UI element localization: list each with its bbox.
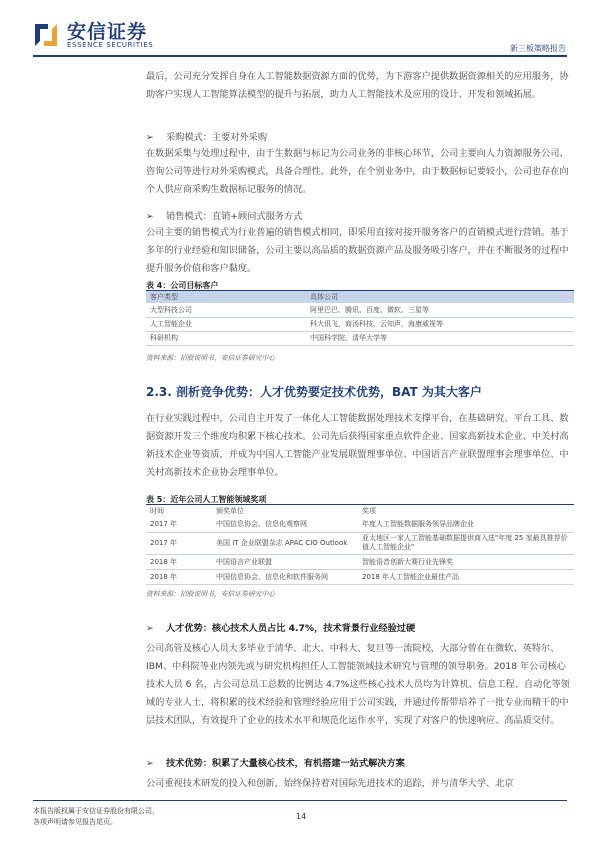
table-header-cell: 具体公司 xyxy=(310,293,338,301)
table-cell: 科大讯飞，商汤科技，云知声，海康威视等 xyxy=(306,317,574,331)
table-cell: 中国科学院、清华大学等 xyxy=(306,331,574,345)
table-row xyxy=(146,317,574,331)
page-number: 14 xyxy=(296,812,307,821)
table-row xyxy=(146,331,574,345)
bullet-talent xyxy=(146,620,415,634)
table-row xyxy=(146,554,574,569)
essence-logo-icon xyxy=(33,22,59,48)
table-header-cell: 颁奖单位 xyxy=(216,507,244,515)
table-cell: 2018 年人工智能企业最佳产品 xyxy=(358,569,574,584)
paragraph-rd: 公司重视技术研发的投入和创新，始终保持着对国际先进技术的追踪，并与清华大学、北京 xyxy=(146,778,514,789)
logo-english-name: ESSENCE SECURITIES xyxy=(67,41,154,49)
table-row xyxy=(146,517,574,532)
paragraph-tech-platform: 在行业实践过程中，公司自主开发了一体化人工智能数据处理技术支撑平台，在基础研究、平台工具、数据资源开发三个维度均积累下核心技术。公司先后获得国家重点软件企业、国家高新技术企业、中关村高新技术企业等资质，并成为中国人工智能产业发展联盟理事单位、中国语言产业联盟理事会理事单位、中关村高新技术企业协会理事单位。 xyxy=(146,413,569,478)
report-type-label: 新三板策略报告 xyxy=(510,44,566,53)
logo-chinese-name: 安信证券 xyxy=(67,21,148,43)
table-cell: 科研机构 xyxy=(146,331,306,345)
page-header xyxy=(0,0,600,56)
table-cell: 2018 年 xyxy=(146,569,212,584)
table-cell: 2017 年 xyxy=(146,517,212,532)
table-cell: 智能语音创新大赛行业先锋奖 xyxy=(358,554,574,569)
paragraph-sales: 公司主要的销售模式为行业普遍的销售模式相同，即采用直接对接开服务客户的直销模式进行营销。基于多年的行业经验和知识储备，公司主要以高品质的数据资源产品及服务吸引客户，并在不断服务的过程中提升服务价值和客户黏度。 xyxy=(146,227,569,274)
table-cell: 2018 年 xyxy=(146,554,212,569)
bullet-sales xyxy=(146,208,302,222)
paragraph-data-services: 最后，公司充分发挥自身在人工智能数据资源方面的优势，为下游客户提供数据资源相关的应用服务，协助客户实现人工智能算法模型的提升与拓展，助力人工智能技术及应用的设计、开发和领域拓展。 xyxy=(146,71,569,100)
table-cell: 中国信息协会、信息化观察网 xyxy=(212,517,358,532)
arrow-bullet-icon: ➢ xyxy=(146,132,154,143)
bullet-technology-text: 技术优势：积累了大量核心技术，有机搭建一站式解决方案 xyxy=(166,758,405,769)
bullet-sales-text: 销售模式：直销+顾问式服务方式 xyxy=(166,211,303,222)
bullet-talent-text: 人才优势：核心技术人员占比 4.7%，技术背景行业经验过硬 xyxy=(166,623,416,634)
paragraph-talent: 公司高管及核心人员大多毕业于清华、北大、中科大、复旦等一流院校，大部分曾在在微软、英特尔、IBM、中科院等业内领先或与研究机构担任人工智能领域技术研究与管理的领导职务。2018 年公司核心技术人员 6 名，占公司总员工总数的比例达 4.7%这些核心技术人员均为计算机、信息工程、自动化等领域的专业人士，将积累的技术经验和管理经验应用于公司实践，并通过传帮带培养了一批专业而精干的中层技术团队，有效提升了企业的技术水平和规范化运作水平，实现了对客户的快速响应、高品质交付。 xyxy=(146,643,570,726)
footer-divider xyxy=(33,800,567,801)
table-cell: 亚太地区一家人工智能基础数据提供商入选"年度 25 家最具推荐价值人工智能企业" xyxy=(358,532,574,554)
table-cell: 美国 IT 企业联盟杂志 APAC CIO Outlook xyxy=(212,532,358,554)
table-cell: 2017 年 xyxy=(146,532,212,554)
table-row xyxy=(146,569,574,584)
footer-disclaimer: 各项声明请参见报告尾页。 xyxy=(33,818,117,826)
bullet-technology xyxy=(146,755,405,769)
table-cell: 大型科技公司 xyxy=(146,303,306,317)
table-cell: 中国语言产业联盟 xyxy=(212,554,358,569)
paragraph-procurement: 在数据采集与处理过程中，由于生数据与标记为公司业务的非核心环节，公司主要向人力资源服务公司、咨询公司等进行对外采购模式，具备合理性。此外，在个别业务中，由于数据标记要较小，公司也存在向个人供应商采购生数据标记服务的情况。 xyxy=(146,148,569,195)
table-header-row xyxy=(146,505,574,518)
bullet-procurement xyxy=(146,129,267,143)
table-header-cell: 时间 xyxy=(150,507,164,515)
table4-source: 资料来源：招股说明书，安信证券研究中心 xyxy=(146,354,276,362)
arrow-bullet-icon: ➢ xyxy=(146,758,154,769)
table4-caption: 表 4：公司目标客户 xyxy=(146,281,219,290)
table-cell: 年度人工智能数据服务领导品牌企业 xyxy=(358,517,574,532)
arrow-bullet-icon: ➢ xyxy=(146,623,154,634)
footer-copyright: 本报告版权属于安信证券股份有限公司， xyxy=(33,807,159,815)
target-customers-table xyxy=(146,290,574,346)
table-cell: 中国信息协会、信息化和软件服务网 xyxy=(212,569,358,584)
table5-caption: 表 5：近年公司人工智能领域奖项 xyxy=(146,495,267,504)
awards-table xyxy=(146,504,574,585)
bullet-procurement-text: 采购模式：主要对外采购 xyxy=(166,132,268,143)
table-header-row xyxy=(146,291,574,304)
table-header-cell: 客户类型 xyxy=(150,293,178,301)
table-cell: 阿里巴巴、腾讯、百度、微软、三星等 xyxy=(306,303,574,317)
table-header-cell: 奖项 xyxy=(362,507,376,515)
arrow-bullet-icon: ➢ xyxy=(146,211,154,222)
table5-source: 资料来源：招股说明书，安信证券研究中心 xyxy=(146,590,276,598)
table-row xyxy=(146,303,574,317)
section-title: 2.3. 剖析竞争优势：人才优势要定技术优势，BAT 为其大客户 xyxy=(146,385,482,399)
table-row xyxy=(146,532,574,554)
table-cell: 人工智能企业 xyxy=(146,317,306,331)
header-divider xyxy=(33,55,567,57)
